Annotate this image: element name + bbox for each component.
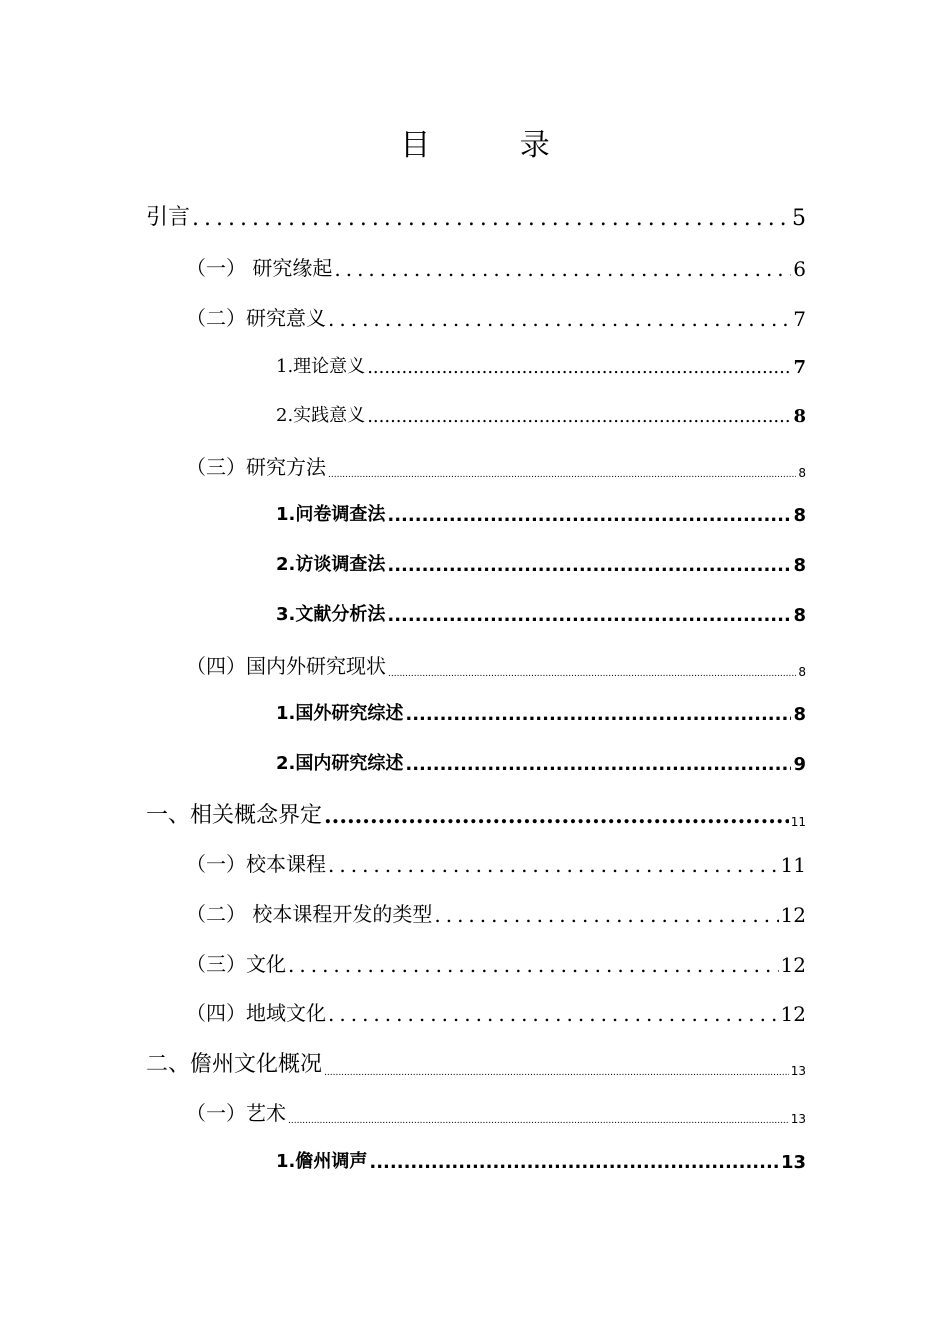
toc-entry[interactable] <box>186 848 806 877</box>
toc-leader-dots <box>328 853 779 877</box>
toc-entry-label: 二、儋州文化概况 <box>146 1052 323 1077</box>
toc-entry-label: （一）艺术 <box>186 1101 286 1125</box>
toc-entry[interactable] <box>186 898 806 927</box>
toc-entry-page: 8 <box>793 704 806 725</box>
toc-leader-dots <box>388 669 796 679</box>
toc-entry[interactable] <box>146 798 806 829</box>
toc-entry[interactable] <box>276 699 806 725</box>
toc-leader-dots <box>387 505 791 526</box>
toc-entry[interactable] <box>186 302 806 331</box>
toc-leader-dots <box>328 470 796 480</box>
toc-entry-page: 8 <box>793 505 806 526</box>
toc-entry-page: 6 <box>793 257 806 281</box>
toc-entry-label: （三）文化 <box>186 952 286 976</box>
toc-entry-page: 7 <box>793 357 806 378</box>
toc-entry-label: 1.儋州调声 <box>276 1151 368 1172</box>
toc-entry[interactable] <box>276 401 806 427</box>
toc-entry[interactable] <box>186 1097 806 1126</box>
toc-entry-page: 8 <box>793 605 806 626</box>
toc-entry[interactable] <box>146 200 806 231</box>
toc-leader-dots <box>405 754 791 775</box>
toc-leader-dots <box>387 605 791 626</box>
toc-entry[interactable] <box>276 500 806 526</box>
toc-entry-label: （四）国内外研究现状 <box>186 654 386 678</box>
toc-entry[interactable] <box>146 1047 806 1078</box>
toc-leader-dots <box>192 206 790 231</box>
toc-leader-dots <box>324 1068 789 1078</box>
toc-entry-page: 11 <box>780 853 806 877</box>
toc-entry[interactable] <box>276 1147 806 1173</box>
toc-leader-dots <box>367 406 791 427</box>
toc-entry[interactable] <box>186 948 806 977</box>
toc-entry[interactable] <box>186 451 806 480</box>
toc-entry-page: 8 <box>793 406 806 427</box>
toc-leader-dots <box>288 953 779 977</box>
toc-entry-label: （三）研究方法 <box>186 455 326 479</box>
toc-entry-page: 13 <box>790 1112 806 1126</box>
toc-entry[interactable] <box>186 252 806 281</box>
toc-entry-label: 一、相关概念界定 <box>146 803 323 828</box>
toc-entry[interactable] <box>186 997 806 1026</box>
toc-entry-label: （二）研究意义 <box>186 306 326 330</box>
toc-entry-page: 12 <box>780 1002 806 1026</box>
toc-entry-label: 1.理论意义 <box>276 356 366 377</box>
toc-entry-label: 1.国外研究综述 <box>276 703 404 724</box>
toc-leader-dots <box>334 257 791 281</box>
toc-entry-page: 8 <box>793 555 806 576</box>
toc-leader-dots <box>387 555 791 576</box>
toc-entry-page: 8 <box>798 466 806 480</box>
toc-entry-page: 13 <box>790 1064 806 1078</box>
toc-entry[interactable] <box>276 352 806 378</box>
toc-entry-label: 2.实践意义 <box>276 405 366 426</box>
toc-entry-label: 引言 <box>146 205 191 230</box>
toc-entry-label: 1.问卷调查法 <box>276 504 386 525</box>
toc-entry-label: 2.国内研究综述 <box>276 753 404 774</box>
toc-leader-dots <box>367 357 791 378</box>
toc-entry-label: （二） 校本课程开发的类型 <box>186 902 433 926</box>
toc-entry-label: （一）校本课程 <box>186 852 326 876</box>
toc-entry[interactable] <box>276 749 806 775</box>
toc-leader-dots <box>328 307 791 331</box>
toc-leader-dots <box>288 1116 789 1126</box>
toc-entry[interactable] <box>186 650 806 679</box>
toc-entry-label: （四）地域文化 <box>186 1001 326 1025</box>
toc-entry-page: 12 <box>780 903 806 927</box>
toc-leader-dots <box>328 1002 779 1026</box>
toc-entry-page: 11 <box>790 815 806 829</box>
toc-leader-dots <box>324 803 789 829</box>
toc-entry-label: 3.文献分析法 <box>276 604 386 625</box>
toc-entry-page: 12 <box>780 953 806 977</box>
toc-entry[interactable] <box>276 600 806 626</box>
toc-title: 目 录 <box>400 128 590 163</box>
toc-entry-page: 9 <box>793 754 806 775</box>
toc-entry-page: 13 <box>780 1152 806 1173</box>
toc-entry-label: （一） 研究缘起 <box>186 256 333 280</box>
toc-entry-page: 8 <box>798 665 806 679</box>
toc-entry-label: 2.访谈调查法 <box>276 554 386 575</box>
toc-leader-dots <box>434 903 778 927</box>
toc-entry[interactable] <box>276 550 806 576</box>
toc-leader-dots <box>405 704 791 725</box>
toc-entry-page: 7 <box>793 307 806 331</box>
toc-leader-dots <box>369 1152 779 1173</box>
toc-entry-page: 5 <box>792 206 806 231</box>
